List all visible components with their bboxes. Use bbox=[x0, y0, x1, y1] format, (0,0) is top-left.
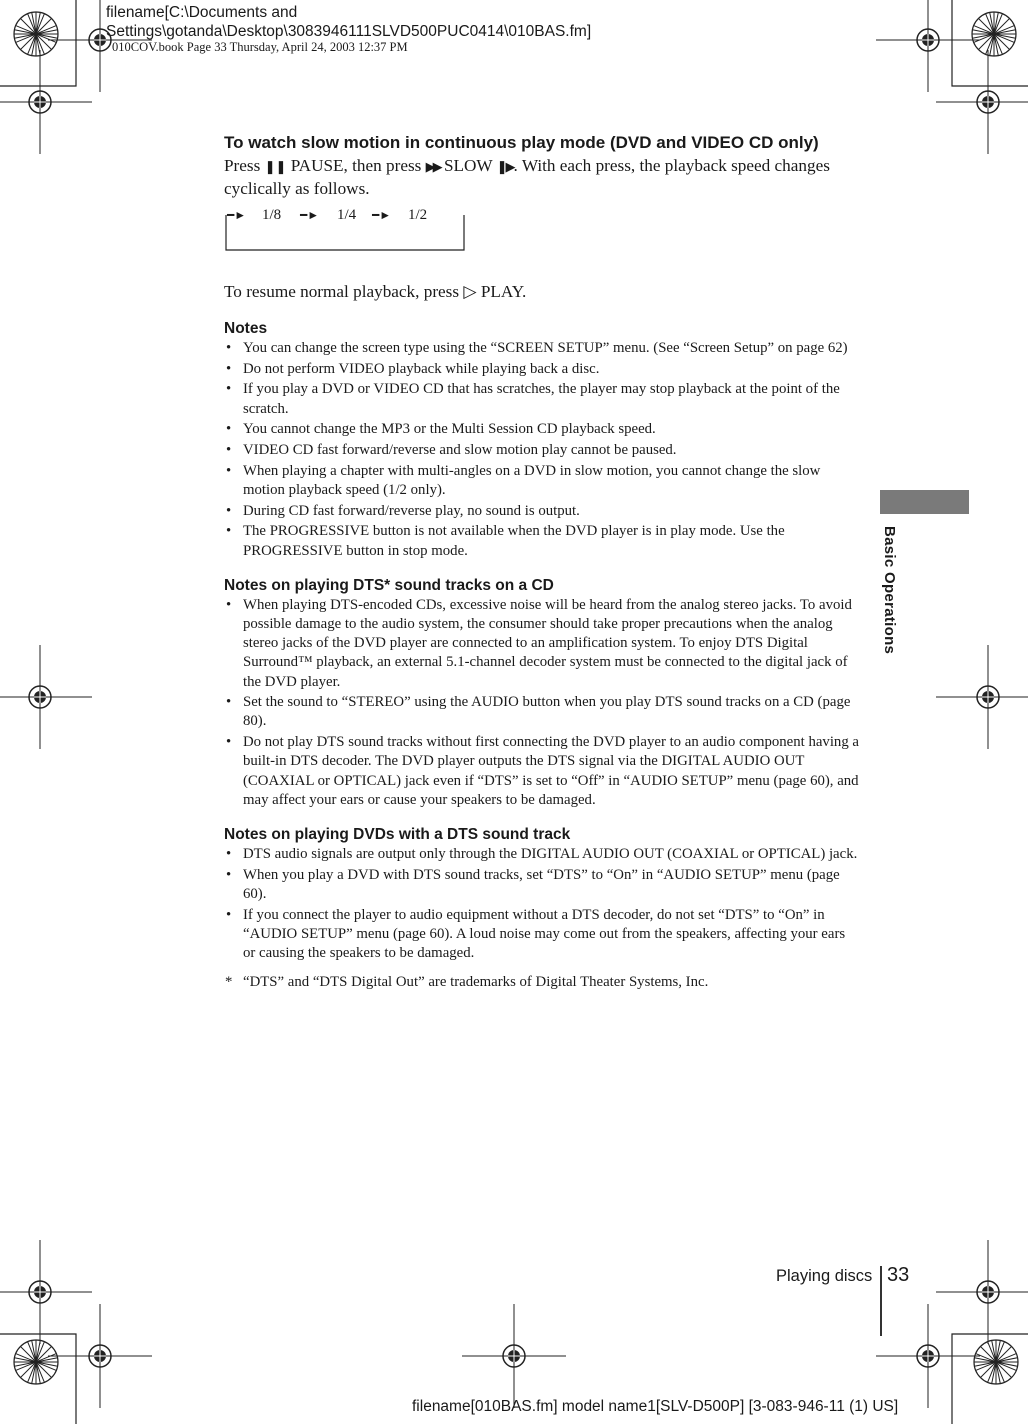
speed-cycle-diagram bbox=[224, 206, 466, 252]
list-item: • VIDEO CD fast forward/reverse and slow motion play cannot be paused. bbox=[224, 441, 860, 460]
header-book-info: 010COV.book Page 33 Thursday, April 24, 2003 12:37 PM bbox=[112, 40, 408, 54]
slow-motion-intro bbox=[224, 155, 860, 200]
speed-label: 1/2 bbox=[408, 207, 428, 223]
list-item: • If you connect the player to audio equipment without a DTS decoder, do not set “DTS” to “On” in “AUDIO SETUP” menu (page 60). A loud noise may come out from the speakers, affecting your ears or causing the speakers to be damaged. bbox=[224, 906, 860, 964]
header-filename-line1: filename[C:\Documents and bbox=[106, 4, 298, 21]
dts-dvd-heading: Notes on playing DVDs with a DTS sound track bbox=[224, 825, 571, 843]
list-item: • The PROGRESSIVE button is not available when the DVD player is in play mode. Use the PROGRESSIVE button in stop mode. bbox=[224, 522, 860, 560]
section-tab-marker bbox=[880, 490, 969, 514]
trademark-footnote bbox=[224, 973, 860, 992]
list-item: • When you play a DVD with DTS sound tracks, set “DTS” to “On” in “AUDIO SETUP” menu (page 60). bbox=[224, 866, 860, 904]
list-item: • When playing DTS-encoded CDs, excessive noise will be heard from the analog stereo jacks. To avoid possible damage to the audio system, the consumer should take proper precautions when the analog stereo jacks of the DVD player are connected to an amplification system. To enjoy DTS Digital Surround™ playback, an external 5.1-channel decoder system must be connected to the digital jack of the DVD player. bbox=[224, 596, 860, 692]
resume-instruction bbox=[224, 281, 860, 303]
cycle-arrow-icon: ━► bbox=[227, 208, 247, 222]
page-number: 33 bbox=[887, 1264, 910, 1286]
slow-icon: ▶▶ bbox=[425, 159, 440, 174]
dts-cd-heading: Notes on playing DTS* sound tracks on a CD bbox=[224, 576, 554, 594]
notes-heading: Notes bbox=[224, 320, 268, 337]
speed-label: 1/8 bbox=[262, 207, 282, 223]
list-item: • When playing a chapter with multi-angles on a DVD in slow motion, you cannot change the slow motion playback speed (1/2 only). bbox=[224, 462, 860, 500]
notes-list bbox=[224, 339, 860, 561]
dts-dvd-list bbox=[224, 845, 860, 963]
speed-arrow-icon: ━► bbox=[372, 208, 392, 222]
list-item: • Do not play DTS sound tracks without first connecting the DVD player to an audio component having a built-in DTS decoder. The DVD player outputs the DTS signal via the DIGITAL AUDIO OUT (COAXIAL or OPTICAL) jack even if “DTS” is set to “Off” in “AUDIO SETUP” menu (page 60), and may affect your ears or cause your speakers to be damaged. bbox=[224, 733, 860, 810]
intro-slow-label: SLOW bbox=[439, 156, 497, 175]
list-item: • Set the sound to “STEREO” using the AUDIO button when you play DTS sound tracks on a CD (page 80). bbox=[224, 693, 860, 731]
resume-play-label: PLAY. bbox=[476, 282, 527, 301]
resume-text: To resume normal playback, press bbox=[224, 282, 464, 301]
footnote-mark: * bbox=[225, 974, 233, 991]
slow-motion-heading: To watch slow motion in continuous play mode (DVD and VIDEO CD only) bbox=[224, 133, 819, 152]
list-item: • You cannot change the MP3 or the Multi Session CD playback speed. bbox=[224, 420, 860, 439]
header-filename bbox=[106, 3, 591, 41]
speed-label: 1/4 bbox=[337, 207, 357, 223]
header-filename-line2: Settings\gotanda\Desktop\3083946111SLVD500PUC0414\010BAS.fm] bbox=[106, 23, 592, 40]
speed-arrow-icon: ━► bbox=[300, 208, 320, 222]
dts-cd-list bbox=[224, 596, 860, 810]
play-icon: ▷ bbox=[463, 282, 477, 301]
list-item: • During CD fast forward/reverse play, no sound is output. bbox=[224, 502, 860, 521]
section-tab-text: Basic Operations bbox=[881, 526, 898, 655]
footer-filename: filename[010BAS.fm] model name1[SLV-D500P] [3-083-946-11 (1) US] bbox=[412, 1398, 899, 1415]
intro-press: Press bbox=[224, 156, 265, 175]
list-item: • DTS audio signals are output only through the DIGITAL AUDIO OUT (COAXIAL or OPTICAL) jack. bbox=[224, 845, 860, 864]
section-tab-label bbox=[881, 526, 907, 696]
footnote-text: “DTS” and “DTS Digital Out” are trademarks of Digital Theater Systems, Inc. bbox=[243, 974, 709, 991]
running-footer-section: Playing discs bbox=[776, 1267, 873, 1285]
intro-tail: . With each press, the playback speed changes cyclically as follows. bbox=[224, 156, 830, 198]
intro-pause-label: PAUSE, then press bbox=[286, 156, 426, 175]
list-item: • You can change the screen type using the “SCREEN SETUP” menu. (See “Screen Setup” on page 62) bbox=[224, 339, 860, 358]
list-item: • If you play a DVD or VIDEO CD that has scratches, the player may stop playback at the point of the scratch. bbox=[224, 380, 860, 418]
pause-icon: ❚❚ bbox=[264, 159, 287, 174]
step-icon: ❚▶ bbox=[496, 159, 514, 174]
main-content bbox=[224, 132, 860, 992]
list-item: • Do not perform VIDEO playback while playing back a disc. bbox=[224, 360, 860, 379]
page-number-divider bbox=[880, 1266, 882, 1336]
